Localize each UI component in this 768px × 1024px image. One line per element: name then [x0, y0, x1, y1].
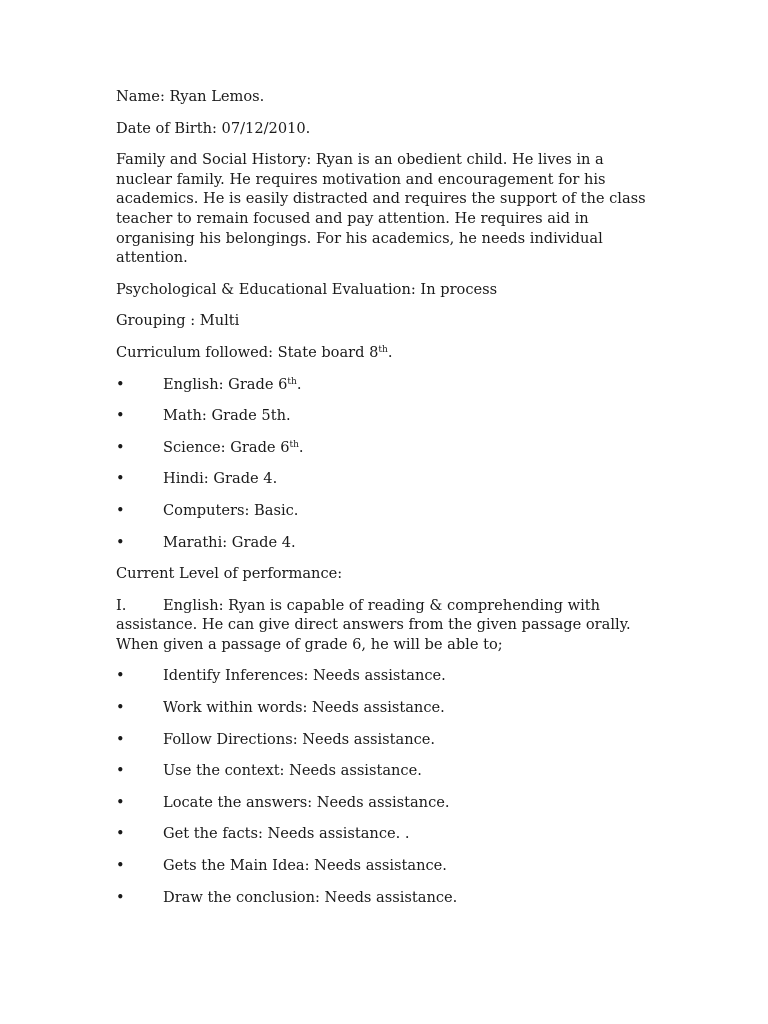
bullet: • [116, 667, 125, 685]
subject-item-math [116, 406, 656, 426]
evaluation-line: Psychological & Educational Evaluation: In process [116, 280, 498, 298]
bullet: • [116, 762, 125, 780]
bullet: • [116, 699, 125, 717]
skill-text: Get the facts: Needs assistance. . [163, 825, 410, 843]
skill-text: Follow Directions: Needs assistance. [163, 730, 436, 748]
curriculum-end: . [387, 343, 393, 361]
subject-text: Math: Grade 5th. [163, 407, 291, 425]
bullet: • [116, 501, 125, 519]
bullet: • [116, 533, 125, 551]
subject-item-marathi [116, 533, 656, 553]
bullet: • [116, 888, 125, 906]
skill-item [116, 666, 656, 686]
skills-list [116, 666, 656, 907]
bullet: • [116, 857, 125, 875]
skill-item [116, 888, 656, 908]
name-line: Name: Ryan Lemos. [116, 88, 265, 105]
subject-text: Computers: Basic. [163, 501, 299, 519]
subject-item-hindi [116, 469, 656, 489]
skill-item [116, 793, 656, 813]
grouping-line: Grouping : Multi [116, 312, 240, 330]
bullet: • [116, 375, 125, 393]
family-history-paragraph: Family and Social History: Ryan is an obedient child. He lives in a nuclear family. He requires motivation and encouragement for his academics. He is easily distracted and requires the support of the class teacher to remain focused and pay attention. He requires aid in organising his belongings. For his academics, he needs individual attention. [116, 151, 646, 267]
english-section-text: English: Ryan is capable of reading & comprehending with assistance. He can give direct answers from the given passage orally. When given a passage of grade 6, he will be able to; [116, 596, 631, 653]
bullet: • [116, 470, 125, 488]
subject-text: Hindi: Grade 4. [163, 470, 278, 488]
document-page [116, 87, 656, 919]
curriculum-sup: th [378, 344, 388, 355]
skill-text: Locate the answers: Needs assistance. [163, 793, 450, 811]
skill-item [116, 730, 656, 750]
curriculum-line [116, 343, 656, 363]
subject-item-science [116, 438, 656, 458]
subject-item-english [116, 375, 656, 395]
skill-item [116, 698, 656, 718]
subject-end: . [298, 438, 304, 456]
subject-text: English: Grade 6 [163, 375, 288, 393]
skill-text: Identify Inferences: Needs assistance. [163, 667, 446, 685]
bullet: • [116, 407, 125, 425]
skill-text: Use the context: Needs assistance. [163, 762, 422, 780]
subject-item-computers [116, 501, 656, 521]
skill-text: Work within words: Needs assistance. [163, 699, 445, 717]
skill-text: Gets the Main Idea: Needs assistance. [163, 857, 447, 875]
skill-item [116, 761, 656, 781]
subject-list [116, 375, 656, 553]
bullet: • [116, 730, 125, 748]
subject-text: Science: Grade 6 [163, 438, 290, 456]
section-numeral: I. [116, 596, 127, 614]
subject-sup: th [289, 439, 299, 450]
skill-text: Draw the conclusion: Needs assistance. [163, 888, 458, 906]
bullet: • [116, 793, 125, 811]
subject-sup: th [287, 376, 297, 387]
subject-text: Marathi: Grade 4. [163, 533, 296, 551]
bullet: • [116, 825, 125, 843]
skill-item [116, 824, 656, 844]
bullet: • [116, 438, 125, 456]
skill-item [116, 856, 656, 876]
subject-end: . [296, 375, 302, 393]
dob-line: Date of Birth: 07/12/2010. [116, 119, 311, 137]
curriculum-text: Curriculum followed: State board 8 [116, 343, 379, 361]
performance-heading: Current Level of performance: [116, 565, 343, 583]
english-section-paragraph [116, 596, 656, 655]
